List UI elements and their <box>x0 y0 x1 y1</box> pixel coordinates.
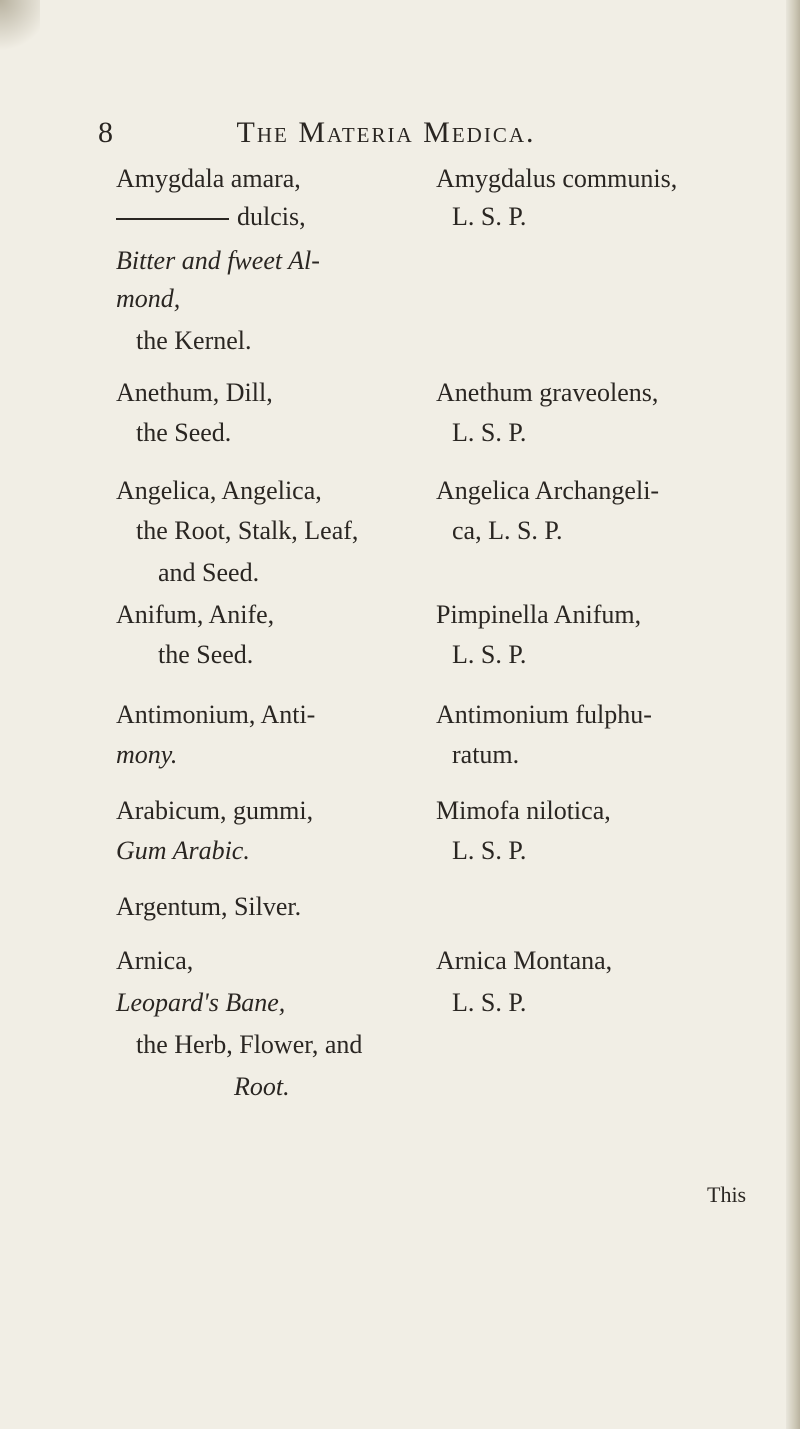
entry-anifum-left-1: Anifum, Anife, <box>116 600 275 629</box>
entry-text: mony. <box>116 740 178 769</box>
entry-arabicum-right-1: Mimofa nilotica, <box>436 796 611 825</box>
entry-amygdala-left-1: Amygdala amara, <box>116 164 301 193</box>
entry-argentum-left-1: Argentum, Silver. <box>116 892 302 921</box>
entry-text: Leopard's Bane, <box>116 988 286 1017</box>
running-title: The Materia Medica. <box>236 116 536 149</box>
entry-arabicum-left-2 <box>116 836 250 866</box>
entry-arabicum-left-1: Arabicum, gummi, <box>116 796 314 825</box>
entry-arabicum-right-2: L. S. P. <box>452 836 527 865</box>
entry-angelica-left-1: Angelica, Angelica, <box>116 476 322 505</box>
entry-anifum-right-2: L. S. P. <box>452 640 527 669</box>
entry-text: dulcis, <box>237 202 306 231</box>
entry-amygdala-left-4 <box>116 284 180 314</box>
entry-arnica-right-1: Arnica Montana, <box>436 946 613 975</box>
entry-amygdala-left-2 <box>116 202 306 232</box>
entry-arnica-left-4 <box>234 1072 290 1102</box>
page-shadow <box>0 0 40 60</box>
entry-angelica-left-3: and Seed. <box>158 558 260 587</box>
entry-angelica-right-2: ca, L. S. P. <box>452 516 563 545</box>
catchword: This <box>707 1182 747 1207</box>
entry-angelica-right-1: Angelica Archangeli- <box>436 476 660 505</box>
entry-anethum-left-1: Anethum, Dill, <box>116 378 273 407</box>
entry-anifum-right-1: Pimpinella Anifum, <box>436 600 642 629</box>
entry-text: mond, <box>116 284 181 313</box>
page-number: 8 <box>98 116 114 149</box>
entry-amygdala-left-3 <box>116 246 320 276</box>
entry-antimonium-left-1: Antimonium, Anti- <box>116 700 316 729</box>
entry-amygdala-right-2: L. S. P. <box>452 202 527 231</box>
entry-antimonium-left-2 <box>116 740 177 770</box>
entry-angelica-left-2: the Root, Stalk, Leaf, <box>136 516 359 545</box>
entry-anifum-left-2: the Seed. <box>158 640 254 669</box>
entry-anethum-right-2: L. S. P. <box>452 418 527 447</box>
entry-antimonium-right-2: ratum. <box>452 740 520 769</box>
entry-text: Gum Arabic. <box>116 836 250 865</box>
entry-arnica-left-3: the Herb, Flower, and <box>136 1030 363 1059</box>
entry-text: Bitter and fweet Al- <box>116 246 320 275</box>
entry-antimonium-right-1: Antimonium fulphu- <box>436 700 652 729</box>
running-header <box>98 116 718 150</box>
entry-anethum-left-2: the Seed. <box>136 418 232 447</box>
page-edge <box>786 0 800 1429</box>
entry-arnica-left-1: Arnica, <box>116 946 194 975</box>
entry-amygdala-right-1: Amygdalus communis, <box>436 164 678 193</box>
entry-arnica-right-2: L. S. P. <box>452 988 527 1017</box>
entry-text: Root. <box>234 1072 290 1101</box>
entry-arnica-left-2 <box>116 988 285 1018</box>
entry-anethum-right-1: Anethum graveolens, <box>436 378 659 407</box>
entry-amygdala-left-5: the Kernel. <box>136 326 252 355</box>
ditto-dash <box>116 218 229 220</box>
